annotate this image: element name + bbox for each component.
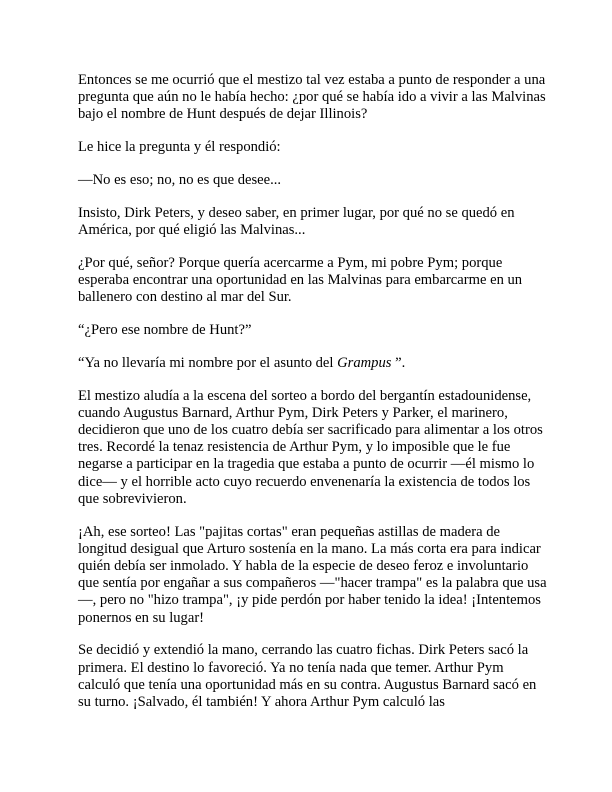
paragraph-3: —No es eso; no, no es que desee... (78, 172, 282, 188)
paragraph-4: Insisto, Dirk Peters, y deseo saber, en primer lugar, por qué no se quedó en América, por qué eligió las Malvinas... (78, 204, 515, 238)
paragraph-6: “¿Pero ese nombre de Hunt?” (78, 322, 252, 338)
paragraph-1: Entonces se me ocurrió que el mestizo tal vez estaba a punto de responder a una pregunta que aún no le había hecho: ¿por qué se había ido a vivir a las Malvinas bajo el nombre de Hunt después de dejar Illinois? (78, 72, 546, 123)
ship-name-grampus: Grampus (337, 354, 392, 371)
paragraph-8: El mestizo aludía a la escena del sorteo a bordo del bergantín estadounidense, cuando Augustus Barnard, Arthur Pym, Dirk Peters y Parker, el marinero, decidieron que uno de los cuatro debía ser sacrificado para alimentar a los otros tres. Recordé la tenaz resistencia de Arthur Pym, y lo imposible que le fue negarse a participar en la tragedia que estaba a punto de ocurrir —él mismo lo dice— y el horrible acto cuyo recuerdo envenenaría la existencia de todos los que sobrevivieron. (78, 387, 543, 507)
paragraph-7-text-after: ”. (391, 354, 406, 371)
document-page (78, 72, 548, 727)
paragraph-7 (78, 355, 548, 372)
paragraph-2: Le hice la pregunta y él respondió: (78, 139, 281, 156)
paragraph-5: ¿Por qué, señor? Porque quería acercarme a Pym, mi pobre Pym; porque esperaba encontrar una oportunidad en las Malvinas para embarcarme en un ballenero con destino al mar del Sur. (78, 254, 523, 306)
paragraph-10: Se decidió y extendió la mano, cerrando las cuatro fichas. Dirk Peters sacó la primera. El destino lo favoreció. Ya no tenía nada que temer. Arthur Pym calculó que tenía una oportunidad más en su contra. Augustus Barnard sacó en su turno. ¡Salvado, él también! Y ahora Arthur Pym calculó las (78, 642, 537, 711)
paragraph-7-text-before: “Ya no llevaría mi nombre por el asunto del (78, 354, 338, 371)
paragraph-9: ¡Ah, ese sorteo! Las "pajitas cortas" eran pequeñas astillas de madera de longitud desigual que Arturo sostenía en la mano. La más corta era para indicar quién debía ser inmolado. Y habla de la especie de deseo feroz e involuntario que sentía por engañar a sus compañeros —"hacer trampa" es la palabra que usa—, pero no "hizo trampa", ¡y pide perdón por haber tenido la idea! ¡Intentemos ponernos en su lugar! (78, 523, 547, 626)
